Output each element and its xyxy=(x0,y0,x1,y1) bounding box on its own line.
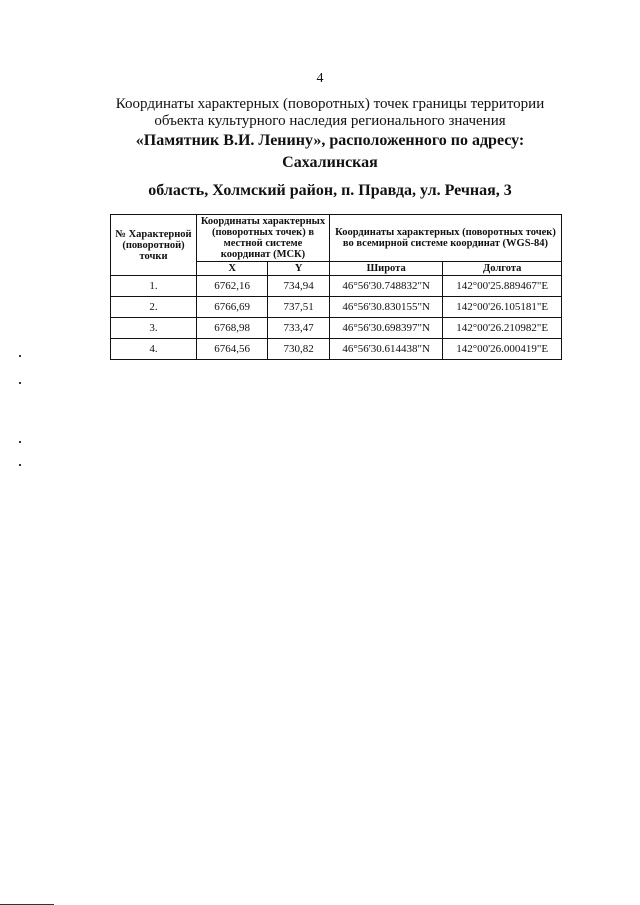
title-line-1: Координаты характерных (поворотных) точек границы территории xyxy=(115,96,545,112)
cell-x: 6762,16 xyxy=(197,276,268,297)
scan-dot xyxy=(19,382,21,384)
cell-y: 734,94 xyxy=(268,276,330,297)
cell-x: 6766,69 xyxy=(197,297,268,318)
document-title xyxy=(100,96,560,202)
cell-y: 737,51 xyxy=(268,297,330,318)
cell-latitude: 46°56'30.748832"N xyxy=(329,276,442,297)
cell-longitude: 142°00'25.889467"E xyxy=(443,276,562,297)
scan-dot xyxy=(19,441,21,443)
cell-x: 6768,98 xyxy=(197,318,268,339)
header-longitude: Долгота xyxy=(443,262,562,276)
header-msk-coordinates: Координаты характерных (поворотных точек) в местной системе координат (МСК) xyxy=(197,215,330,262)
cell-point-number: 3. xyxy=(111,318,197,339)
cell-point-number: 4. xyxy=(111,339,197,360)
cell-latitude: 46°56'30.698397"N xyxy=(329,318,442,339)
header-latitude: Широта xyxy=(329,262,442,276)
title-line-4: область, Холмский район, п. Правда, ул. Речная, 3 xyxy=(148,182,512,199)
cell-longitude: 142°00'26.105181"E xyxy=(443,297,562,318)
table-row xyxy=(111,339,562,360)
cell-point-number: 1. xyxy=(111,276,197,297)
cell-y: 733,47 xyxy=(268,318,330,339)
coordinates-table xyxy=(110,214,562,360)
table-row xyxy=(111,297,562,318)
page-number: 4 xyxy=(316,71,324,86)
header-point-number: № Характерной (поворотной) точки xyxy=(111,215,197,276)
cell-x: 6764,56 xyxy=(197,339,268,360)
cell-longitude: 142°00'26.210982"E xyxy=(443,318,562,339)
scan-dot xyxy=(19,464,21,466)
table-row xyxy=(111,318,562,339)
cell-longitude: 142°00'26.000419"E xyxy=(443,339,562,360)
header-y: Y xyxy=(268,262,330,276)
cell-latitude: 46°56'30.830155"N xyxy=(329,297,442,318)
title-line-3: «Памятник В.И. Ленину», расположенного по адресу: Сахалинская xyxy=(135,132,525,171)
cell-y: 730,82 xyxy=(268,339,330,360)
scan-dot xyxy=(19,355,21,357)
cell-latitude: 46°56'30.614438"N xyxy=(329,339,442,360)
header-x: X xyxy=(197,262,268,276)
header-wgs-coordinates: Координаты характерных (поворотных точек) во всемирной системе координат (WGS-84) xyxy=(329,215,561,262)
title-line-2: объекта культурного наследия регионального значения xyxy=(154,113,506,129)
cell-point-number: 2. xyxy=(111,297,197,318)
table-row xyxy=(111,276,562,297)
